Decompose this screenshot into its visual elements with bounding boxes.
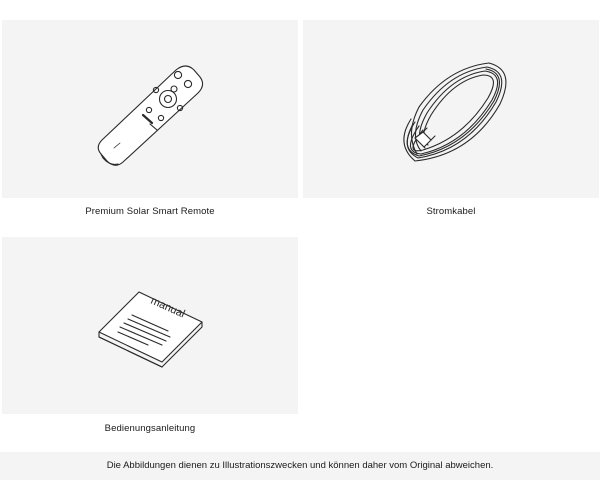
disclaimer-text: Die Abbildungen dienen zu Illustrationszwecken und können daher vom Original abweichen. bbox=[106, 460, 494, 471]
accessory-card-remote bbox=[2, 20, 298, 225]
accessory-image-remote bbox=[2, 20, 298, 198]
manual-cover-text: manual bbox=[148, 294, 187, 321]
power-cable-icon bbox=[303, 20, 599, 198]
accessory-label: Bedienungsanleitung bbox=[104, 423, 196, 434]
remote-control-icon bbox=[2, 20, 298, 198]
accessory-label: Stromkabel bbox=[426, 206, 476, 217]
accessory-card-manual bbox=[2, 237, 298, 442]
manual-book-icon bbox=[2, 237, 298, 414]
accessory-card-cable bbox=[303, 20, 599, 225]
accessory-image-cable bbox=[303, 20, 599, 198]
accessory-image-manual bbox=[2, 237, 298, 414]
accessory-label: Premium Solar Smart Remote bbox=[85, 206, 215, 217]
